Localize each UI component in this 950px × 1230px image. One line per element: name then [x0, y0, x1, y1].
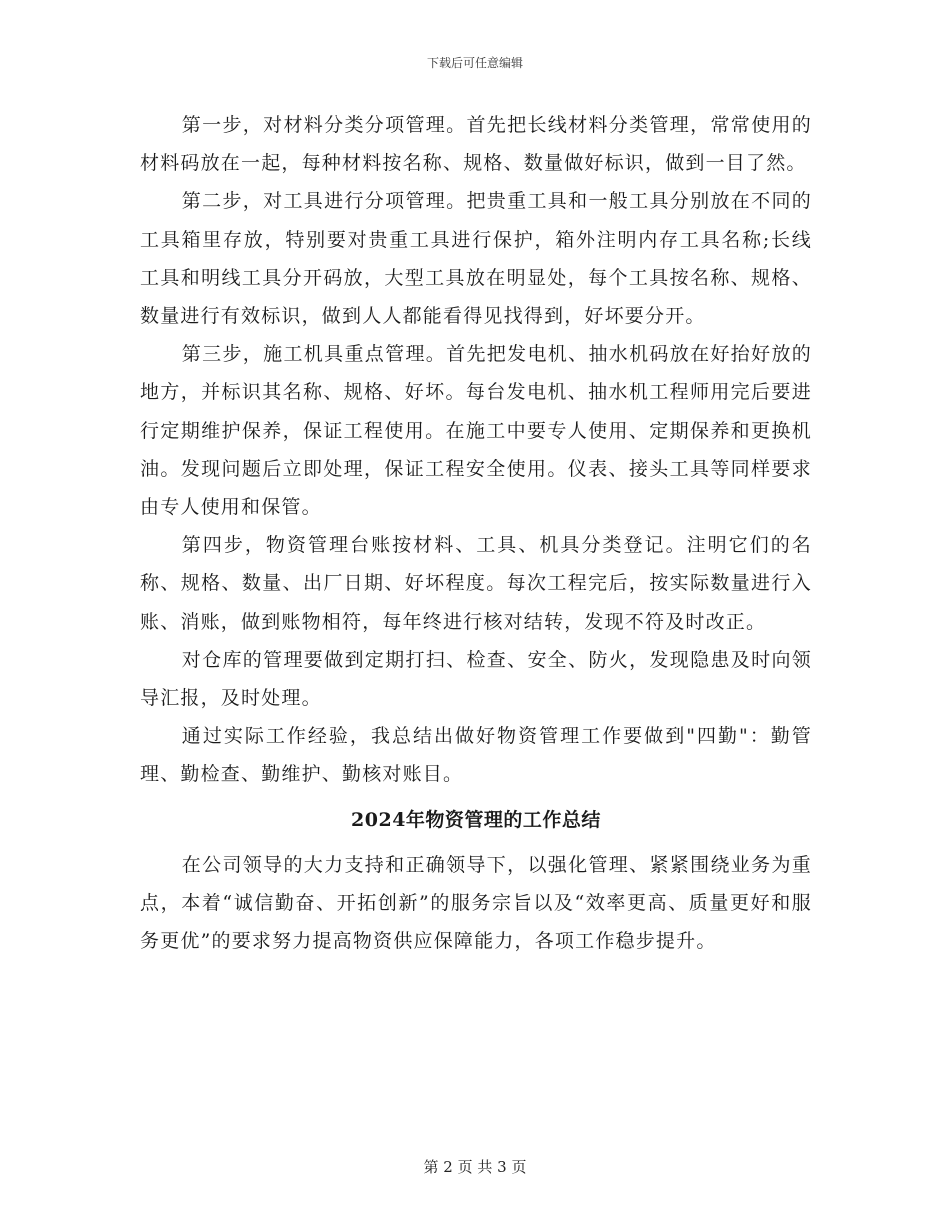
paragraph-four-diligence: 通过实际工作经验，我总结出做好物资管理工作要做到"四勤"：勤管理、勤检查、勤维护、勤核对账目。 — [140, 725, 812, 786]
paragraph-intro: 在公司领导的大力支持和正确领导下，以强化管理、紧紧围绕业务为重点，本着“诚信勤奋、开拓创新”的服务宗旨以及“效率更高、质量更好和服务更优”的要求努力提高物资供应保障能力，各项工作稳步提升。 — [140, 853, 812, 953]
paragraph-step-one: 第一步，对材料分类分项管理。首先把长线材料分类管理，常常使用的材料码放在一起，每种材料按名称、规格、数量做好标识，做到一目了然。 — [140, 114, 812, 175]
page-number: 第 2 页 共 3 页 — [423, 1158, 527, 1176]
paragraph-step-two: 第二步，对工具进行分项管理。把贵重工具和一般工具分别放在不同的工具箱里存放，特别要对贵重工具进行保护，箱外注明内存工具名称;长线工具和明线工具分开码放，大型工具放在明显处，每个工具按名称、规格、数量进行有效标识，做到人人都能看得见找得到，好坏要分开。 — [140, 190, 812, 328]
page-header: 下载后可任意编辑 — [426, 56, 523, 70]
paragraph-step-four: 第四步，物资管理台账按材料、工具、机具分类登记。注明它们的名称、规格、数量、出厂日期、好坏程度。每次工程完后，按实际数量进行入账、消账，做到账物相符，每年终进行核对结转，发现不符及时改正。 — [140, 534, 812, 633]
paragraph-step-three: 第三步，施工机具重点管理。首先把发电机、抽水机码放在好抬好放的地方，并标识其名称、规格、好坏。每台发电机、抽水机工程师用完后要进行定期维护保养，保证工程使用。在施工中要专人使用、定期保养和更换机油。发现问题后立即处理，保证工程安全使用。仪表、接头工具等同样要求由专人使用和保管。 — [140, 343, 812, 519]
document-body — [140, 106, 812, 960]
section-title: 2024年物资管理的工作总结 — [351, 808, 601, 831]
paragraph-warehouse: 对仓库的管理要做到定期打扫、检查、安全、防火，发现隐患及时向领导汇报，及时处理。 — [140, 648, 812, 710]
